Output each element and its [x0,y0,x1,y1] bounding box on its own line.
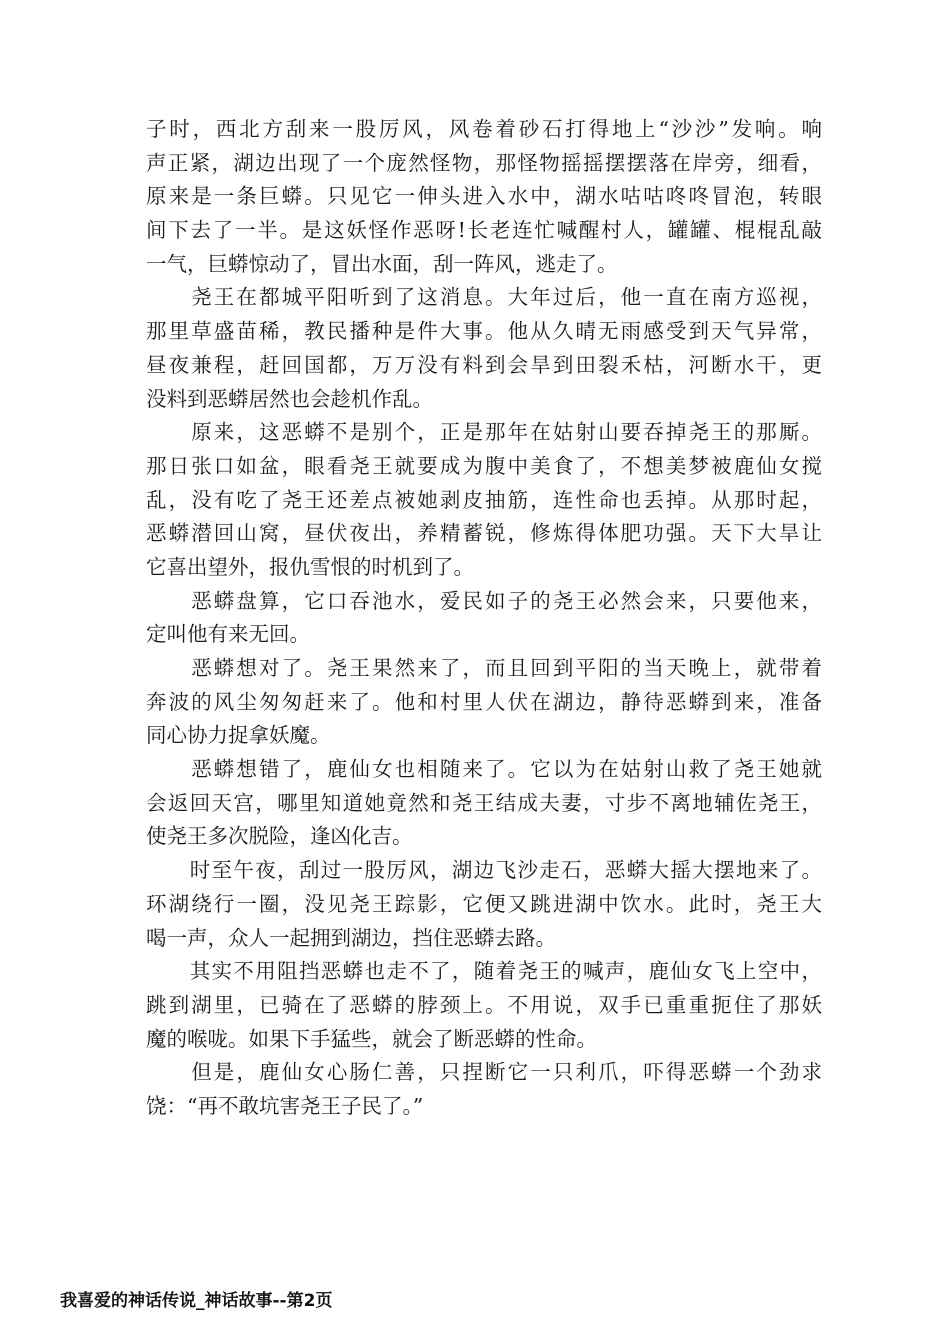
text-line: 原来是一条巨蟒。只见它一伸头进入水中，湖水咕咕咚咚冒泡，转眼 [146,184,822,209]
text-line: 使尧王多次脱险，逢凶化吉。 [146,824,413,849]
text-line: 原来，这恶蟒不是别个，正是那年在姑射山要吞掉尧王的那厮。 [146,420,822,445]
text-line: 尧王在都城平阳听到了这消息。大年过后，他一直在南方巡视， [146,285,822,310]
article-body [146,113,822,1124]
text-line: 子时，西北方刮来一股厉风，风卷着砂石打得地上“沙沙”发响。响 [146,117,822,141]
text-line: 跳到湖里，已骑在了恶蟒的脖颈上。不用说，双手已重重扼住了那妖 [146,992,822,1017]
text-line: 但是，鹿仙女心肠仁善，只捏断它一只利爪，吓得恶蟒一个劲求 [146,1060,822,1085]
text-line: 同心协力捉拿妖魔。 [146,723,331,748]
text-line: 魔的喉咙。如果下手猛些，就会了断恶蟒的性命。 [146,1026,597,1051]
text-line: 声正紧，湖边出现了一个庞然怪物，那怪物摇摇摆摆落在岸旁，细看， [146,150,822,175]
text-line: 那日张口如盆，眼看尧王就要成为腹中美食了，不想美梦被鹿仙女搅 [146,453,822,478]
page-footer: 我喜爱的神话传说_神话故事--第2页 [60,1291,333,1311]
text-line: 恶蟒盘算，它口吞池水，爱民如子的尧王必然会来，只要他来， [146,588,822,613]
text-line: 恶蟒想对了。尧王果然来了，而且回到平阳的当天晚上，就带着 [146,656,822,680]
text-line: 时至午夜，刮过一股厉风，湖边飞沙走石，恶蟒大摇大摆地来了。 [146,858,822,883]
text-line: 恶蟒想错了，鹿仙女也相随来了。它以为在姑射山救了尧王她就 [146,757,822,782]
text-line: 奔波的风尘匆匆赶来了。他和村里人伏在湖边，静待恶蟒到来，准备 [146,689,822,714]
text-line: 它喜出望外，报仇雪恨的时机到了。 [146,554,474,579]
text-line: 没料到恶蟒居然也会趁机作乱。 [146,386,433,411]
text-line: 一气，巨蟒惊动了，冒出水面，刮一阵风，逃走了。 [146,251,618,276]
text-line: 其实不用阻挡恶蟒也走不了，随着尧王的喊声，鹿仙女飞上空中， [146,959,822,984]
text-line: 那里草盛苗稀，教民播种是件大事。他从久晴无雨感受到天气异常， [146,319,822,344]
text-line: 定叫他有来无回。 [146,622,310,647]
text-line: 昼夜兼程，赶回国都，万万没有料到会旱到田裂禾枯，河断水干，更 [146,352,822,377]
text-line: 恶蟒潜回山窝，昼伏夜出，养精蓄锐，修炼得体肥功强。天下大旱让 [146,521,822,546]
text-line: 会返回天宫，哪里知道她竟然和尧王结成夫妻，寸步不离地辅佐尧王， [146,790,822,815]
text-line: 间下去了一半。是这妖怪作恶呀!长老连忙喊醒村人，罐罐、棍棍乱敲 [146,218,822,243]
text-line: 喝一声，众人一起拥到湖边，挡住恶蟒去路。 [146,925,556,950]
text-line: 环湖绕行一圈，没见尧王踪影，它便又跳进湖中饮水。此时，尧王大 [146,891,822,916]
text-line: 乱，没有吃了尧王还差点被她剥皮抽筋，连性命也丢掉。从那时起， [146,487,822,512]
text-line: 饶：“再不敢坑害尧王子民了。” [146,1093,424,1118]
